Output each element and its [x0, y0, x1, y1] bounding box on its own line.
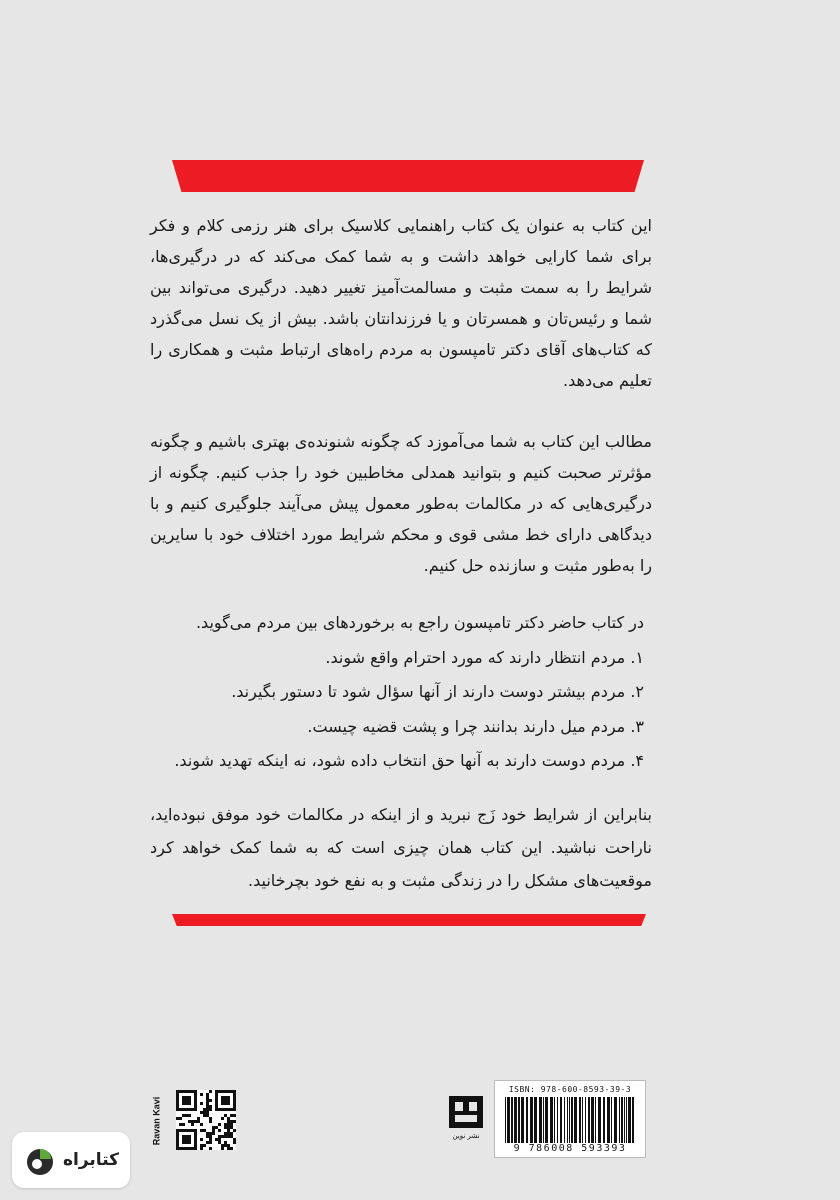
points-list-intro: در کتاب حاضر دکتر تامپسون راجع به برخوردهای بین مردم می‌گوید. [195, 613, 644, 632]
closing-paragraph: بنابراین از شرایط خود زَج نبرید و از اینکه در مکالمات خود موفق نبوده‌اید، ناراحت نباشید. این کتاب همان چیزی است که به شما کمک خواهد کرد موقعیت‌های مشکل را در زندگی مثبت و به نفع خود بچرخانید. [150, 805, 652, 890]
points-list-item: ۲. مردم بیشتر دوست دارند از آنها سؤال شود تا دستور بگیرند. [231, 682, 644, 701]
qr-code [176, 1090, 236, 1150]
points-list-item: ۳. مردم میل دارند بدانند چرا و پشت قضیه چیست. [307, 716, 644, 736]
publisher-side-logo-text: Ravan Kavi [151, 1096, 161, 1146]
publisher-logo [448, 1094, 484, 1150]
isbn-label: ISBN: 978-600-8593-39-3 [508, 1085, 632, 1094]
points-list [150, 606, 652, 779]
description-paragraph-2: مطالب این کتاب به شما می‌آموزد که چگونه شنونده‌ی بهتری باشیم و چگونه مؤثرتر صحبت کنیم و بتوانید همدلی مخاطبین خود را جذب کنیم. چگونه از درگیری‌هایی که در مکالمات به‌طور معمول پیش‌ می‌آیند جلوگیری کنیم و با دیدگاهی دارای خط مشی قوی و محکم شرایط مورد اختلاف خود با سایرین را به‌طور مثبت و سازنده حل کنیم. [150, 432, 652, 575]
publisher-logo-caption: نشر نوین [452, 1132, 480, 1140]
isbn-barcode [494, 1080, 646, 1158]
points-list-item: ۱. مردم انتظار دارند که مورد احترام واقع شوند. [325, 647, 644, 667]
barcode-bars [505, 1097, 635, 1143]
watermark-text: کتابراه [62, 1150, 120, 1170]
barcode-digits: 9 786008 593393 [513, 1143, 627, 1154]
ketabrah-logo-icon [23, 1143, 57, 1177]
bottom-red-banner [172, 914, 646, 926]
ketabrah-watermark[interactable] [12, 1132, 130, 1188]
description-paragraph-1: این کتاب به عنوان یک کتاب راهنمایی کلاسیک برای هنر رزمی کلام و فکر برای شما کارایی خواهد داشت و به شما کمک می‌کند که در درگیری‌ها، شرایط را به سمت مثبت و مسالمت‌آمیز تغییر دهید. درگیری می‌تواند بین شما و رئیس‌تان و همسرتان و یا فرزندانتان باشد. بیش از یک نسل می‌گذرد که کتاب‌های آقای دکتر تامپسون به مردم راه‌های ارتباط مثبت و همکاری را تعلیم می‌دهد. [150, 216, 652, 390]
top-red-banner [172, 160, 644, 192]
points-list-item: ۴. مردم دوست دارند به آنها حق انتخاب داده شود، نه اینکه تهدید شوند. [174, 751, 644, 770]
publisher-side-logo [146, 1088, 166, 1154]
publisher-logo-mark [448, 1094, 484, 1130]
